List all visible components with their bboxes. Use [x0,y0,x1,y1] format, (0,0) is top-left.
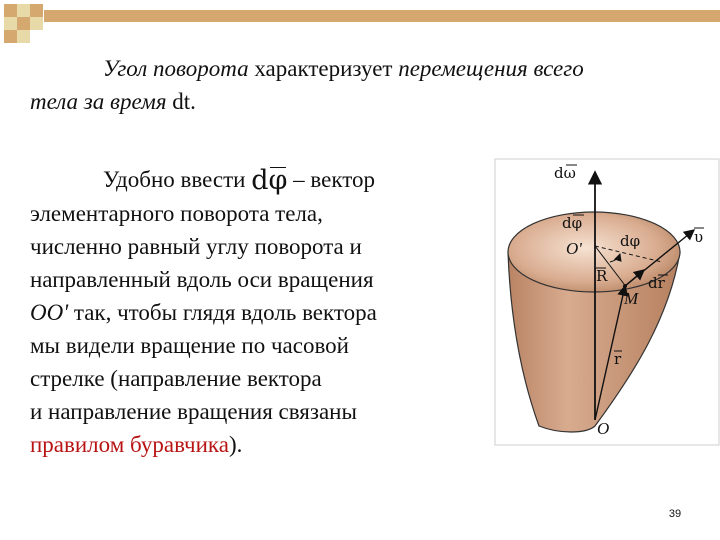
label-M: M [624,289,639,308]
decor-square [30,17,43,30]
phi-vector: φ [268,165,288,196]
para2-lead: Удобно ввести [103,167,252,192]
explanation-paragraph [30,163,482,461]
term-rotation-angle: Угол поворота [103,56,249,81]
para1-emph1: перемещения всего [398,56,584,81]
header-bar [44,10,720,22]
label-o-prime: O' [566,239,582,258]
para2-line3: численно равный углу поворота и [30,234,362,259]
para1-mid: характеризует [248,56,399,81]
label-dphi-angle: dφ [620,232,641,250]
para2-line6: мы видели вращение по часовой [30,333,349,358]
page-number: 39 [668,508,682,520]
para2-line2: элементарного поворота тела, [30,201,323,226]
decor-square [4,4,17,17]
para2-line7: стрелке (направление вектора [30,366,322,391]
header-decoration [0,0,720,40]
label-dphi-axis: dφ [562,214,583,232]
gimlet-rule-link[interactable]: правилом буравчика [30,432,229,457]
label-domega: dω [554,164,576,182]
para2-tail: – вектор [287,167,375,192]
para2-line4: направленный вдоль оси вращения [30,267,374,292]
decor-square [4,17,17,30]
para2-end: ). [228,432,243,457]
label-velocity: υ [694,228,704,246]
label-r: r [614,350,622,368]
label-O: O [597,419,610,438]
rotation-diagram [494,158,720,448]
para2-line5: так, чтобы глядя вдоль вектора [68,300,377,325]
decor-square [17,17,30,30]
decor-square [30,4,43,17]
para1-emph2: тела за время [30,89,167,114]
decor-square [17,4,30,17]
axis-label: OO' [30,300,69,325]
label-R: R [596,267,608,285]
dphi-vector-symbol: dφ [251,165,288,196]
definition-paragraph [30,52,702,118]
decor-square [17,30,30,43]
para1-var: dt. [166,89,196,114]
rotation-figure [494,158,720,448]
para2-line8: и направление вращения связаны [30,399,357,424]
decor-square [4,30,17,43]
label-dr: dr [648,274,665,292]
point-M [623,284,627,288]
